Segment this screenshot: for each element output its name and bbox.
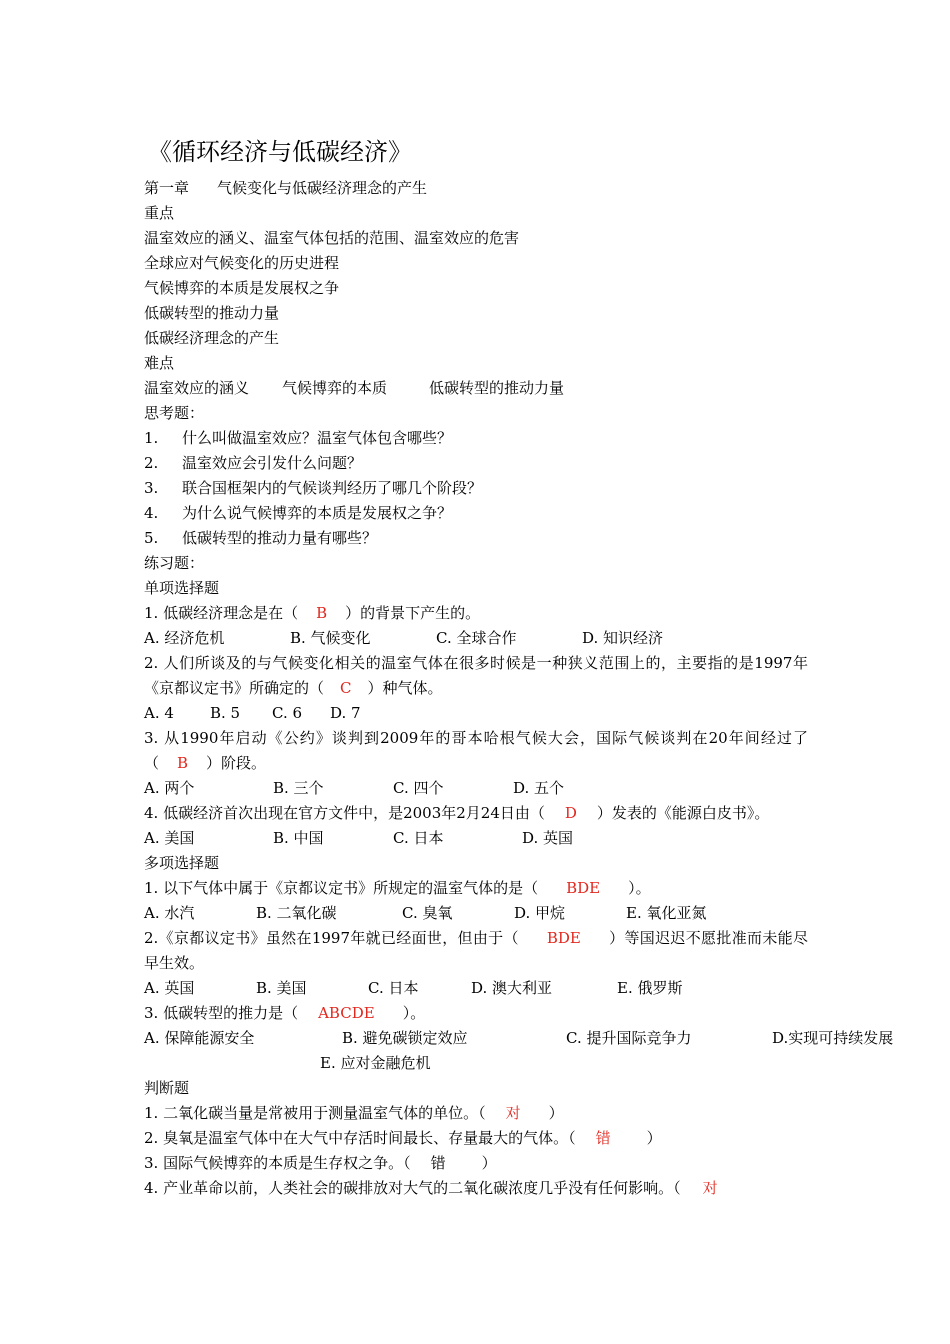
chapter-heading — [144, 176, 808, 201]
question-text: 2. 臭氧是温室气体中在大气中存活时间最长、存量最大的气体。（ — [144, 1129, 576, 1147]
judge-question — [144, 1176, 808, 1201]
question-text: 4. 产业革命以前，人类社会的碳排放对大气的二氧化碳浓度几乎没有任何影响。（ — [144, 1179, 681, 1197]
option: B. 5 — [210, 704, 241, 722]
answer: C — [340, 679, 352, 697]
option-row — [144, 826, 808, 851]
multi-question — [144, 1001, 808, 1026]
question-number: 1. — [144, 429, 159, 447]
thinking-question — [144, 451, 808, 476]
question-text: ） — [646, 1129, 662, 1147]
option: A. 保障能源安全 — [144, 1029, 255, 1047]
option: A. 经济危机 — [144, 629, 225, 647]
option: B. 三个 — [273, 779, 324, 797]
option: B. 美国 — [256, 979, 307, 997]
judge-question — [144, 1101, 808, 1126]
answer: BDE — [566, 879, 601, 897]
option: A. 4 — [144, 704, 174, 722]
option: A. 美国 — [144, 829, 195, 847]
option: E. 氧化亚氮 — [626, 904, 707, 922]
option: B. 气候变化 — [290, 629, 371, 647]
key-point: 气候博弈的本质是发展权之争 — [144, 279, 340, 297]
chapter-name: 气候变化与低碳经济理念的产生 — [217, 179, 428, 197]
answer: 错 — [595, 1129, 611, 1147]
option: C. 日本 — [368, 979, 419, 997]
option: D. 知识经济 — [582, 629, 664, 647]
single-question — [144, 601, 808, 626]
question-number: 3. — [144, 479, 159, 497]
thinking-question — [144, 426, 808, 451]
thinking-heading: 思考题： — [144, 404, 205, 422]
answer: ABCDE — [318, 1004, 375, 1022]
question-text: ）种气体。 — [367, 679, 443, 697]
document-title: 《循环经济与低碳经济》 — [148, 138, 412, 166]
option: B. 避免碳锁定效应 — [342, 1029, 468, 1047]
option: C. 6 — [272, 704, 303, 722]
question-text: 3. 低碳转型的推力是（ — [144, 1004, 299, 1022]
difficult-point: 温室效应的涵义 — [144, 379, 250, 397]
option: E. 应对金融危机 — [320, 1054, 431, 1072]
single-question — [144, 726, 808, 776]
question-text: ）发表的《能源白皮书》。 — [596, 804, 770, 822]
difficult-point: 气候博弈的本质 — [282, 379, 388, 397]
question-text: 4. 低碳经济首次出现在官方文件中，是2003年2月24日由（ — [144, 804, 545, 822]
answer: 对 — [505, 1104, 521, 1122]
option: B. 二氧化碳 — [256, 904, 337, 922]
single-choice-heading: 单项选择题 — [144, 579, 220, 597]
question-text: ）阶段。 — [206, 754, 267, 772]
single-question — [144, 651, 808, 701]
option-row — [144, 976, 808, 1001]
question-number: 5. — [144, 529, 159, 547]
question-text: 3. 国际气候博弈的本质是生存权之争。（ — [144, 1154, 411, 1172]
document-page — [144, 134, 894, 1201]
option: D. 五个 — [513, 779, 565, 797]
answer: D — [564, 804, 577, 822]
question-text: 什么叫做温室效应？温室气体包含哪些？ — [182, 429, 453, 447]
question-text: ）。 — [628, 879, 651, 897]
chapter-label: 第一章 — [144, 179, 190, 197]
option-row — [144, 776, 808, 801]
exercise-heading: 练习题： — [144, 554, 205, 572]
judge-heading: 判断题 — [144, 1079, 190, 1097]
multi-question — [144, 926, 808, 976]
key-point: 全球应对气候变化的历史进程 — [144, 254, 340, 272]
answer: B — [316, 604, 328, 622]
option: A. 水汽 — [144, 904, 195, 922]
difficult-point: 低碳转型的推动力量 — [429, 379, 565, 397]
question-text: 1. 二氧化碳当量是常被用于测量温室气体的单位。（ — [144, 1104, 486, 1122]
option-row — [144, 1026, 894, 1051]
question-text: 温室效应会引发什么问题？ — [182, 454, 363, 472]
key-point: 温室效应的涵义、温室气体包括的范围、温室效应的危害 — [144, 229, 520, 247]
question-text: ） — [548, 1104, 564, 1122]
question-text: ）的背景下产生的。 — [345, 604, 481, 622]
key-point: 低碳经济理念的产生 — [144, 329, 280, 347]
option-row — [144, 1051, 808, 1076]
thinking-question — [144, 526, 808, 551]
option-row — [144, 626, 808, 651]
option: D. 澳大利亚 — [471, 979, 553, 997]
question-text: ）等国迟迟不愿批准而未能尽早生效。 — [144, 929, 808, 972]
option: D. 7 — [330, 704, 361, 722]
option: D.实现可持续发展 — [772, 1029, 894, 1047]
option: B. 中国 — [273, 829, 324, 847]
judge-question — [144, 1151, 808, 1176]
answer: 对 — [702, 1179, 718, 1197]
option: C. 四个 — [393, 779, 444, 797]
question-text: 1. 低碳经济理念是在（ — [144, 604, 299, 622]
option: D. 甲烷 — [514, 904, 566, 922]
question-text: 2. 人们所谈及的与气候变化相关的温室气体在很多时候是一种狭义范围上的，主要指的是1997年《京都议定书》所确定的（ — [144, 654, 808, 697]
question-text: 联合国框架内的气候谈判经历了哪几个阶段？ — [182, 479, 483, 497]
key-points-heading: 重点 — [144, 204, 175, 222]
question-number: 2. — [144, 454, 159, 472]
option: C. 全球合作 — [436, 629, 517, 647]
answer: BDE — [546, 929, 581, 947]
option: D. 英国 — [522, 829, 574, 847]
question-number: 4. — [144, 504, 159, 522]
option: C. 提升国际竞争力 — [566, 1029, 692, 1047]
question-text: ） — [481, 1154, 497, 1172]
single-question — [144, 801, 808, 826]
question-text: 1. 以下气体中属于《京都议定书》所规定的温室气体的是（ — [144, 879, 539, 897]
multi-question — [144, 876, 808, 901]
question-text: ）。 — [402, 1004, 426, 1022]
question-text: 3. 从1990年启动《公约》谈判到2009年的哥本哈根气候大会，国际气候谈判在20年间经过了（ — [144, 729, 808, 772]
option: E. 俄罗斯 — [617, 979, 683, 997]
option: A. 英国 — [144, 979, 195, 997]
thinking-question — [144, 501, 808, 526]
option: C. 臭氧 — [402, 904, 453, 922]
option-row — [144, 701, 808, 726]
option: C. 日本 — [393, 829, 444, 847]
difficult-heading: 难点 — [144, 354, 175, 372]
option-row — [144, 901, 808, 926]
question-text: 2.《京都议定书》虽然在1997年就已经面世，但由于（ — [144, 929, 519, 947]
question-text: 为什么说气候博弈的本质是发展权之争？ — [182, 504, 453, 522]
answer: B — [177, 754, 189, 772]
question-text: 低碳转型的推动力量有哪些？ — [182, 529, 378, 547]
answer: 错 — [430, 1154, 446, 1172]
option: A. 两个 — [144, 779, 195, 797]
multi-choice-heading: 多项选择题 — [144, 854, 220, 872]
key-point: 低碳转型的推动力量 — [144, 304, 280, 322]
judge-question — [144, 1126, 808, 1151]
difficult-points — [144, 376, 808, 401]
thinking-question — [144, 476, 808, 501]
